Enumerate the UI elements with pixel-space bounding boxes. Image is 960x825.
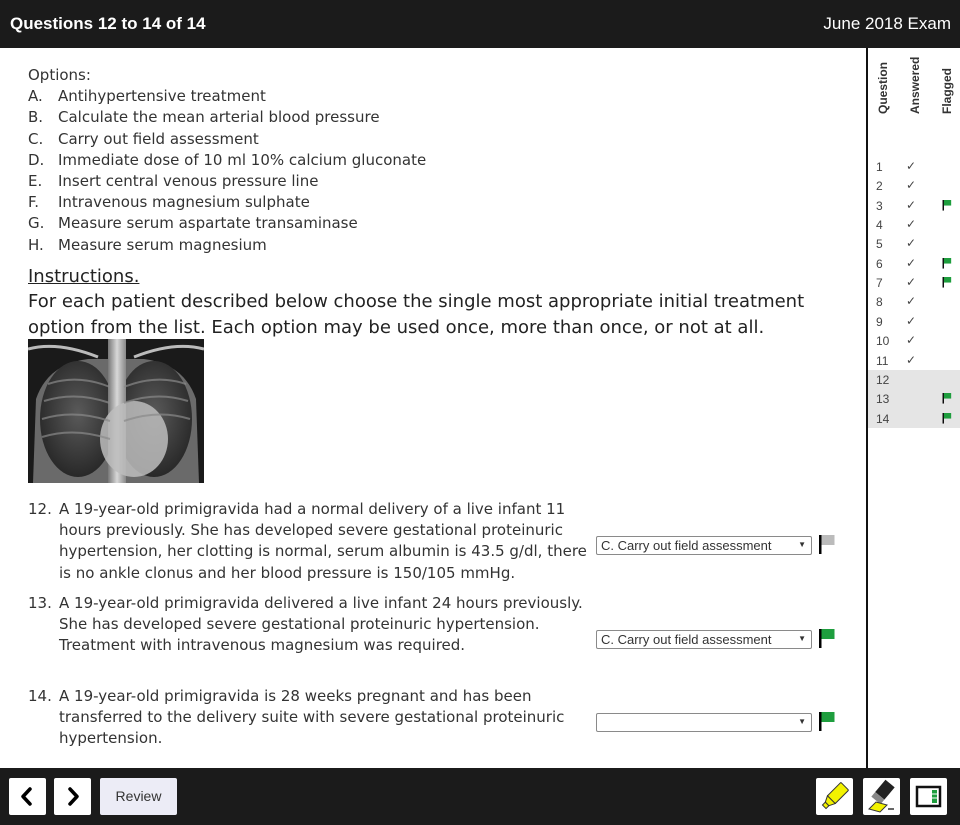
navigator-row[interactable] <box>868 331 960 350</box>
navigator-row[interactable] <box>868 157 960 176</box>
navigator-question-number: 10 <box>876 334 890 349</box>
question-item <box>28 499 589 584</box>
navigator-row[interactable] <box>868 176 960 195</box>
question-range-title: Questions 12 to 14 of 14 <box>10 14 206 33</box>
navigator-row[interactable] <box>868 196 960 215</box>
question-navigator <box>868 48 960 768</box>
flag-icon <box>818 711 836 731</box>
calculator-icon <box>910 778 947 815</box>
options-list <box>28 65 426 256</box>
question-text: A 19-year-old primigravida delivered a live infant 24 hours previously. She has developed severe gestational proteinuric hypertension. Treatment with intravenous magnesium was required. <box>59 594 583 655</box>
navigator-question-number: 1 <box>876 160 883 174</box>
option-letter: F. <box>28 193 39 212</box>
option-text: Immediate dose of 10 ml 10% calcium gluconate <box>58 150 427 169</box>
option-text: Calculate the mean arterial blood pressure <box>58 108 380 127</box>
navigator-row[interactable] <box>868 409 960 428</box>
eraser-button[interactable] <box>863 778 900 815</box>
option-item <box>28 213 426 234</box>
option-item <box>28 150 426 171</box>
question-number: 12. <box>28 500 52 518</box>
navigator-header <box>868 48 960 130</box>
col-flagged-header: Flagged <box>940 67 954 114</box>
option-text: Measure serum aspartate transaminase <box>58 214 358 233</box>
option-item <box>28 86 426 107</box>
option-letter: H. <box>28 235 44 254</box>
chest-xray-image <box>28 339 204 483</box>
answered-check-icon: ✓ <box>906 255 917 270</box>
col-question-header: Question <box>876 61 890 114</box>
answered-check-icon: ✓ <box>906 159 917 173</box>
option-letter: E. <box>28 172 43 191</box>
answer-select-value: C. Carry out field assessment <box>601 538 772 553</box>
next-button[interactable] <box>54 778 91 815</box>
navigator-question-number: 11 <box>876 353 889 368</box>
question-number: 13. <box>28 594 52 612</box>
answered-check-icon: ✓ <box>906 313 917 328</box>
answer-select[interactable] <box>596 630 812 649</box>
flag-icon <box>942 392 952 404</box>
option-letter: D. <box>28 150 45 169</box>
question-panel <box>0 48 866 768</box>
answer-select[interactable] <box>596 713 812 732</box>
navigator-row[interactable] <box>868 215 960 234</box>
navigator-question-number: 12 <box>876 372 890 387</box>
footer-bar <box>0 768 960 825</box>
chevron-right-icon <box>54 778 91 815</box>
flag-icon <box>818 534 836 554</box>
option-letter: C. <box>28 129 44 148</box>
question-item <box>28 686 589 750</box>
navigator-row[interactable] <box>868 234 960 253</box>
navigator-row[interactable] <box>868 370 960 389</box>
option-item <box>28 171 426 192</box>
option-text: Antihypertensive treatment <box>58 87 266 106</box>
instructions-heading: Instructions. <box>28 266 140 287</box>
question-item <box>28 593 589 657</box>
answer-select[interactable] <box>596 536 812 555</box>
answered-check-icon: ✓ <box>906 178 917 193</box>
navigator-question-number: 5 <box>876 237 883 252</box>
navigator-question-number: 9 <box>876 314 883 329</box>
navigator-row[interactable] <box>868 273 960 292</box>
highlighter-button[interactable] <box>816 778 853 815</box>
answered-check-icon: ✓ <box>906 217 917 232</box>
flag-icon <box>942 257 952 269</box>
option-letter: G. <box>28 214 45 233</box>
highlighter-icon <box>816 778 853 815</box>
option-letter: B. <box>28 108 44 127</box>
question-number: 14. <box>28 687 52 705</box>
navigator-question-number: 7 <box>876 276 883 291</box>
exam-name: June 2018 Exam <box>823 14 951 33</box>
navigator-row[interactable] <box>868 351 960 370</box>
dropdown-caret-icon: ▼ <box>798 634 806 643</box>
eraser-icon <box>863 778 900 815</box>
flag-button[interactable] <box>818 534 836 554</box>
flag-icon <box>818 628 836 648</box>
option-text: Measure serum magnesium <box>58 235 267 254</box>
answered-check-icon: ✓ <box>906 275 917 290</box>
flag-button[interactable] <box>818 711 836 731</box>
navigator-question-number: 4 <box>876 218 883 233</box>
previous-button[interactable] <box>9 778 46 815</box>
option-item <box>28 235 426 256</box>
navigator-row[interactable] <box>868 292 960 311</box>
options-heading: Options: <box>28 66 91 84</box>
option-item <box>28 107 426 128</box>
navigator-question-number: 8 <box>876 295 883 310</box>
dropdown-caret-icon: ▼ <box>798 540 806 549</box>
col-answered-header: Answered <box>908 56 922 114</box>
navigator-question-number: 3 <box>876 198 883 213</box>
navigator-question-number: 14 <box>876 411 890 426</box>
answered-check-icon: ✓ <box>906 236 917 251</box>
navigator-row[interactable] <box>868 312 960 331</box>
navigator-row[interactable] <box>868 389 960 408</box>
answer-select-value: C. Carry out field assessment <box>601 632 772 647</box>
question-text: A 19-year-old primigravida is 28 weeks pregnant and has been transferred to the delivery suite with severe gestational proteinuric hypertension. <box>59 687 565 748</box>
header-bar <box>0 0 960 48</box>
calculator-button[interactable] <box>910 778 947 815</box>
option-text: Insert central venous pressure line <box>58 172 319 191</box>
instructions-text: For each patient described below choose the single most appropriate initial treatment option from the list. Each option may be used once, more than once, or not at all. <box>28 291 805 338</box>
flag-button[interactable] <box>818 628 836 648</box>
flag-icon <box>942 412 952 424</box>
option-text: Carry out field assessment <box>58 129 259 148</box>
navigator-question-number: 13 <box>876 392 890 407</box>
option-item <box>28 192 426 213</box>
navigator-row[interactable] <box>868 254 960 273</box>
flag-icon <box>942 199 952 211</box>
navigator-question-number: 2 <box>876 179 883 194</box>
question-text: A 19-year-old primigravida had a normal delivery of a live infant 11 hours previously. She has developed severe gestational proteinuric hypertension, her clotting is normal, serum albumin is 43.5 g/dl, there is no ankle clonus and her blood pressure is 150/105 mmHg. <box>59 500 587 582</box>
answered-check-icon: ✓ <box>906 352 917 367</box>
flag-icon <box>942 276 952 288</box>
review-button[interactable]: Review <box>100 778 177 815</box>
answered-check-icon: ✓ <box>906 294 917 309</box>
answered-check-icon: ✓ <box>906 197 917 212</box>
option-text: Intravenous magnesium sulphate <box>58 193 310 212</box>
navigator-question-number: 6 <box>876 256 883 271</box>
option-item <box>28 129 426 150</box>
dropdown-caret-icon: ▼ <box>798 717 806 726</box>
chevron-left-icon <box>9 778 46 815</box>
option-letter: A. <box>28 87 43 106</box>
answered-check-icon: ✓ <box>906 333 917 348</box>
